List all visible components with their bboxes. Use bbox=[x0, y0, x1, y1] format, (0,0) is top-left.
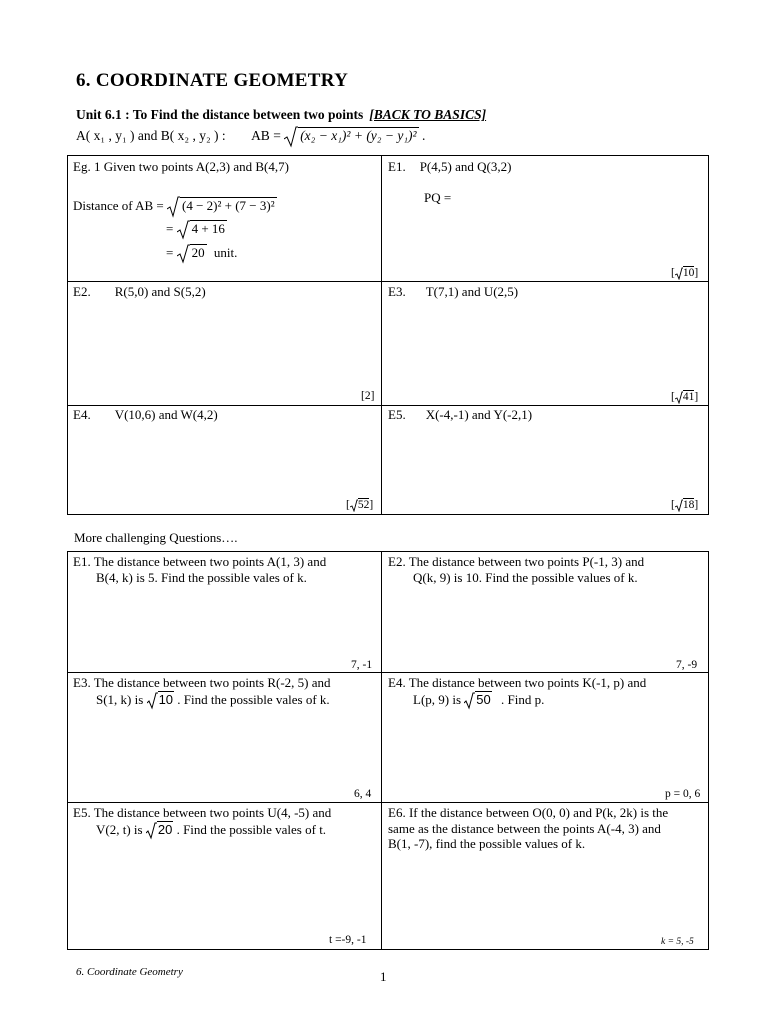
basics-e2-points: R(5,0) and S(5,2) bbox=[114, 284, 206, 299]
eg1-step2-eq: = bbox=[166, 220, 174, 236]
basics-e1-points: P(4,5) and Q(3,2) bbox=[419, 159, 512, 174]
sqrt-sign-icon bbox=[177, 220, 190, 240]
basics-e3-question bbox=[388, 284, 518, 300]
challenge-grid bbox=[67, 551, 709, 950]
sqrt-sign-icon bbox=[146, 822, 157, 840]
challenge-e5-answer: t =-9, -1 bbox=[329, 934, 367, 946]
formula-lhs: AB = bbox=[251, 128, 281, 144]
basics-e4-answer: [ 52] bbox=[346, 499, 374, 512]
formula-end: . bbox=[421, 128, 426, 144]
sqrt-sign-icon bbox=[675, 391, 683, 404]
basics-grid-divider bbox=[381, 155, 382, 515]
basics-e1-answer-value: 10 bbox=[682, 267, 695, 280]
eg1-step3-unit: unit. bbox=[213, 244, 238, 260]
basics-grid-row-line-2 bbox=[67, 405, 709, 406]
basics-e2-question bbox=[73, 284, 206, 300]
page-title: 6. COORDINATE GEOMETRY bbox=[76, 70, 349, 91]
challenge-grid-divider bbox=[381, 551, 382, 950]
challenge-e4-sqrt-value: 50 bbox=[476, 692, 491, 707]
eg1-step3-eq: = bbox=[166, 244, 174, 260]
challenge-e2-line1: E2. The distance between two points P(-1, 3) and bbox=[388, 554, 645, 569]
sqrt-sign-icon bbox=[675, 499, 683, 512]
distance-formula bbox=[76, 126, 425, 148]
basics-grid-row-line-1 bbox=[67, 281, 709, 282]
basics-e2-label: E2. bbox=[73, 284, 91, 299]
sqrt-sign-icon bbox=[284, 126, 298, 148]
challenge-e3-line2 bbox=[96, 692, 330, 710]
formula-expression: (x₂ − x₁)² + (y₂ − y₁)² bbox=[300, 128, 417, 144]
challenge-e5-line2a: V(2, t) is bbox=[96, 822, 143, 837]
challenge-e5-line2b: . Find the possible vales of t. bbox=[176, 822, 327, 837]
basics-e5-points: X(-4,-1) and Y(-2,1) bbox=[425, 407, 533, 422]
challenge-e4-line1: E4. The distance between two points K(-1, p) and bbox=[388, 675, 647, 690]
eg1-question: Eg. 1 Given two points A(2,3) and B(4,7) bbox=[73, 159, 289, 174]
basics-e4-question bbox=[73, 407, 218, 423]
basics-e4-points: V(10,6) and W(4,2) bbox=[114, 407, 218, 422]
sqrt-sign-icon bbox=[167, 196, 180, 218]
basics-e1-answer: [ 10] bbox=[671, 267, 699, 280]
challenge-e5-line2 bbox=[96, 822, 326, 840]
challenge-e3-answer: 6, 4 bbox=[354, 788, 372, 800]
basics-e3-points: T(7,1) and U(2,5) bbox=[425, 284, 519, 299]
challenge-e3-line2b: . Find the possible vales of k. bbox=[177, 692, 330, 707]
eg1-step2-expr: 4 + 16 bbox=[191, 220, 225, 236]
sqrt-sign-icon bbox=[147, 692, 158, 710]
unit-heading-text: Unit 6.1 : To Find the distance between two points bbox=[76, 107, 364, 122]
basics-e5-answer-value: 18 bbox=[682, 499, 695, 512]
eg1-step2 bbox=[166, 220, 227, 240]
challenge-e2-line2: Q(k, 9) is 10. Find the possible values of k. bbox=[413, 570, 638, 585]
basics-e5-question bbox=[388, 407, 532, 423]
challenge-e4-line2a: L(p, 9) is bbox=[413, 692, 462, 707]
sqrt-sign-icon bbox=[464, 692, 475, 710]
basics-e5-answer: [ 18] bbox=[671, 499, 699, 512]
unit-heading bbox=[76, 107, 486, 123]
basics-e2-answer: [2] bbox=[361, 390, 375, 402]
challenge-e4-line2 bbox=[413, 692, 544, 710]
challenge-e2-answer: 7, -9 bbox=[676, 659, 698, 671]
challenge-e4-answer: p = 0, 6 bbox=[665, 788, 701, 800]
eg1-step3-expr: 20 bbox=[191, 244, 205, 260]
sqrt-sign-icon bbox=[675, 267, 683, 280]
back-to-basics-tag: [BACK TO BASICS] bbox=[369, 107, 487, 122]
eg1-step1-label: Distance of AB = bbox=[73, 197, 164, 213]
basics-e5-label: E5. bbox=[388, 407, 406, 422]
eg1-step1-expr: (4 − 2)² + (7 − 3)² bbox=[181, 197, 275, 213]
sqrt-sign-icon bbox=[350, 499, 358, 512]
challenge-e3-line1: E3. The distance between two points R(-2, 5) and bbox=[73, 675, 331, 690]
formula-points: A( x₁ , y₁ ) and B( x₂ , y₂ ) : bbox=[76, 128, 226, 144]
challenge-grid-row-line-2 bbox=[67, 802, 709, 803]
basics-e1-label: E1. bbox=[388, 159, 406, 174]
basics-e3-label: E3. bbox=[388, 284, 406, 299]
challenge-e6-line3: B(1, -7), find the possible values of k. bbox=[388, 836, 586, 851]
more-challenging-heading: More challenging Questions…. bbox=[74, 530, 238, 545]
basics-e1-work: PQ = bbox=[424, 190, 452, 205]
basics-e3-answer: [ 41] bbox=[671, 391, 699, 404]
challenge-e5-line1: E5. The distance between two points U(4, -5) and bbox=[73, 805, 332, 820]
challenge-e6-answer: k = 5, -5 bbox=[661, 937, 694, 947]
eg1-step1 bbox=[73, 196, 277, 218]
challenge-e4-line2b: . Find p. bbox=[501, 692, 545, 707]
challenge-e1-line1: E1. The distance between two points A(1, 3) and bbox=[73, 554, 327, 569]
page-number: 1 bbox=[380, 969, 387, 984]
challenge-e3-line2a: S(1, k) is bbox=[96, 692, 144, 707]
challenge-e1-line2: B(4, k) is 5. Find the possible vales of k. bbox=[96, 570, 307, 585]
basics-e1-question bbox=[388, 159, 511, 175]
footer-chapter: 6. Coordinate Geometry bbox=[76, 966, 183, 978]
basics-e3-answer-value: 41 bbox=[682, 391, 695, 404]
challenge-grid-row-line-1 bbox=[67, 672, 709, 673]
sqrt-sign-icon bbox=[177, 244, 190, 264]
challenge-e6-line1: E6. If the distance between O(0, 0) and P(k, 2k) is the bbox=[388, 805, 669, 820]
challenge-e1-answer: 7, -1 bbox=[351, 659, 373, 671]
challenge-e5-sqrt-value: 20 bbox=[157, 822, 173, 837]
eg1-step3 bbox=[166, 244, 237, 264]
basics-e4-label: E4. bbox=[73, 407, 91, 422]
basics-e4-answer-value: 52 bbox=[357, 499, 370, 512]
challenge-e6-line2: same as the distance between the points A(-4, 3) and bbox=[388, 821, 661, 836]
challenge-e3-sqrt-value: 10 bbox=[158, 692, 174, 707]
